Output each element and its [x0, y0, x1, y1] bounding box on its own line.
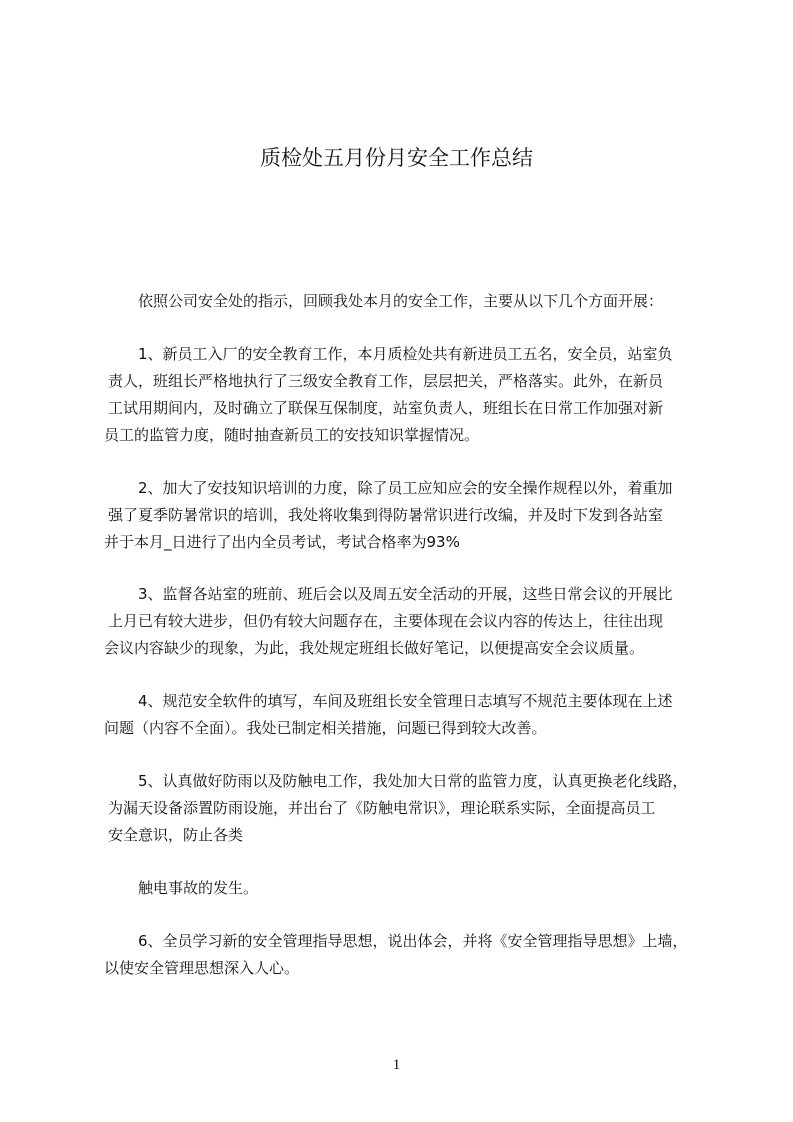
paragraph-line: 以使安全管理思想深入人心。 [104, 959, 300, 977]
paragraph-line: 6、全员学习新的安全管理指导思想，说出体会，并将《安全管理指导思想》上墙， [138, 932, 688, 950]
paragraph-line: 触电事故的发生。 [138, 879, 259, 897]
paragraph-line: 5、认真做好防雨以及防触电工作，我处加大日常的监管力度，认真更换老化线路， [138, 772, 688, 790]
page-number: 1 [392, 1057, 401, 1073]
paragraph-line: 4、规范安全软件的填写，车间及班组长安全管理日志填写不规范主要体现在上述 [138, 692, 673, 710]
paragraph-line: 工试用期间内，及时确立了联保互保制度，站室负责人，班组长在日常工作加强对新 [108, 399, 664, 417]
paragraph-line: 问题（内容不全面）。我处已制定相关措施，问题已得到较大改善。 [104, 719, 547, 737]
paragraph-line: 员工的监管力度，随时抽查新员工的安技知识掌握情况。 [104, 426, 480, 444]
paragraph-line: 上月已有较大进步，但仍有较大问题存在，主要体现在会议内容的传达上，往往出现 [108, 612, 664, 630]
paragraph-line: 2、加大了安技知识培训的力度，除了员工应知应会的安全操作规程以外，着重加 [138, 479, 673, 497]
paragraph-line: 1、新员工入厂的安全教育工作，本月质检处共有新进员工五名，安全员，站室负 [138, 345, 673, 363]
document-title: 质检处五月份月安全工作总结 [260, 146, 533, 170]
paragraph-line: 责人，班组长严格地执行了三级安全教育工作，层层把关，严格落实。此外，在新员 [108, 372, 664, 390]
paragraph-line: 会议内容缺少的现象，为此，我处规定班组长做好笔记，以便提高安全会议质量。 [104, 639, 645, 657]
paragraph-line: 强了夏季防暑常识的培训，我处将收集到得防暑常识进行改编，并及时下发到各站室 [108, 506, 664, 524]
paragraph-line: 为漏天设备添置防雨设施，并出台了《防触电常识》，理论联系实际，全面提高员工 [108, 799, 656, 817]
paragraph-line: 安全意识，防止各类 [108, 826, 244, 844]
paragraph-line: 3、监督各站室的班前、班后会以及周五安全活动的开展，这些日常会议的开展比 [138, 585, 673, 603]
intro-paragraph: 依照公司安全处的指示，回顾我处本月的安全工作，主要从以下几个方面开展： [138, 292, 664, 310]
paragraph-line: 并于本月_日进行了出内全员考试，考试合格率为93% [104, 533, 460, 551]
